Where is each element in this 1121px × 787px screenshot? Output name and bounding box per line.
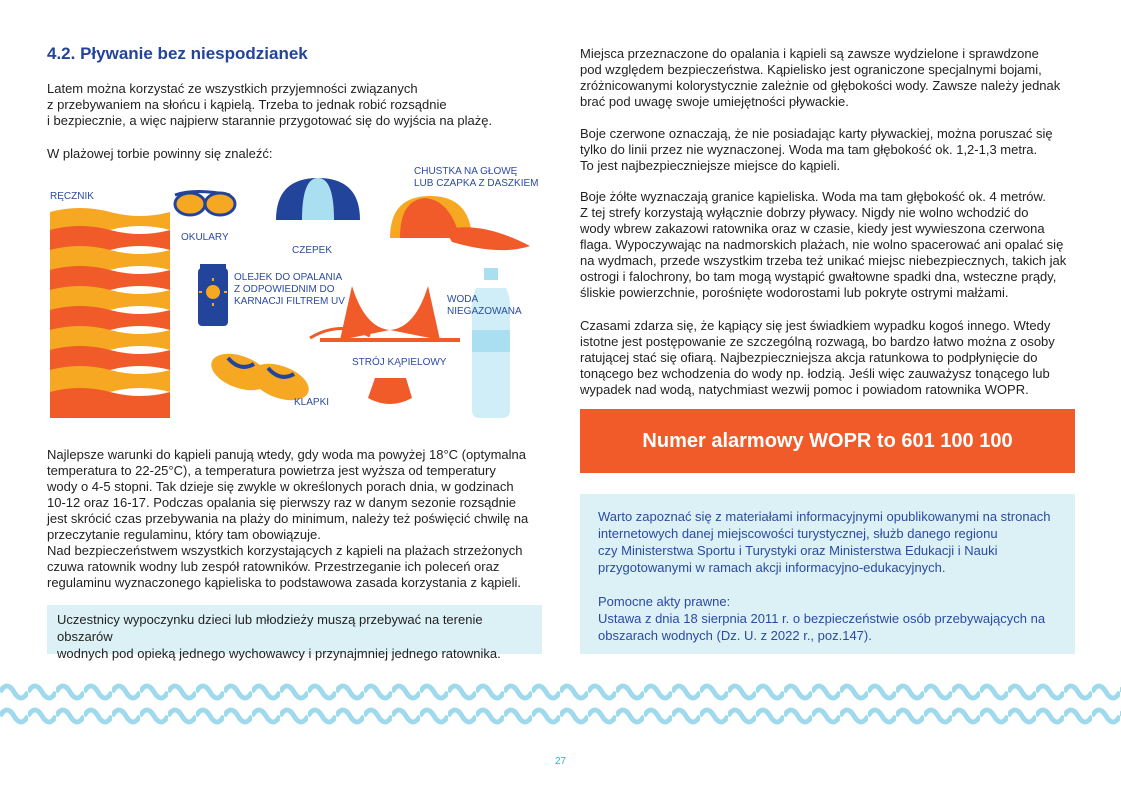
water-bottle-icon <box>472 268 511 418</box>
bag-intro: W plażowej torbie powinny się znaleźć: <box>47 146 273 161</box>
right-paragraph-1: Miejsca przeznaczone do opalania i kąpieli są zawsze wydzielone i sprawdzone pod względem bezpieczeństwa. Kąpielisko jest ograniczone specjalnymi bojami, zróżnicowanymi kolorystycznie zależnie od głębokości wody. Zawsze należy jednak brać pod uwagę swoje umiejętności pływackie. <box>580 46 1061 109</box>
label-water: WODA NIEGAZOWANA <box>447 294 522 317</box>
sunscreen-icon <box>198 264 228 326</box>
legal-acts-text: Ustawa z dnia 18 sierpnia 2011 r. o bezpieczeństwie osób przebywających na obszarach wodnych (Dz. U. z 2022 r., poz.147). <box>598 611 1046 643</box>
conditions-paragraph: Najlepsze warunki do kąpieli panują wtedy, gdy woda ma powyżej 18°C (optymalna temperatura to 22-25°C), a temperatura powietrza jest wyższa od temperatury wody o 4-5 stopni. Tak dzieje się zwykle w określonych porach dnia, w godzinach 10-12 oraz 16-17. Podczas opalania się pierwszy raz w danym sezonie rozsądnie jest skrócić czas przebywania na plaży do minimum, należy też poświęcić chwilę na przeczytanie regulaminu, który tam obowiązuje. Nad bezpieczeństwem wszystkich korzystających z kąpieli na plażach strzeżonych czuwa ratownik wodny lub zespół ratowników. Przestrzeganie ich poleceń oraz regulaminu wyznaczonego kąpieliska to podstawowa zasada korzystania z kąpieli. <box>47 447 529 590</box>
right-paragraph-3: Boje żółte wyznaczają granice kąpieliska. Woda ma tam głębokość ok. 4 metrów. Z tej strefy korzystają wyłącznie dobrzy pływacy. Nigdy nie wolno wchodzić do wody wbrew zakazowi ratownika oraz w czasie, kiedy jest wywieszona czerwona flaga. Wypoczywając na nadmorskich plażach, nie wolno spacerować ani opalać się na wydmach, przede wszystkim trzeba też unikać miejsc niebezpiecznych, takich jak ostrogi i falochrony, bo tam mogą wystąpić gwałtowne spadki dna, wsteczne prądy, śliskie powierzchnie, porośnięte wodorostami lub pokryte ostrymi małżami. <box>580 189 1067 300</box>
label-sunscreen: OLEJEK DO OPALANIA Z ODPOWIEDNIM DO KARNACJI FILTREM UV <box>234 272 345 307</box>
right-paragraph-2: Boje czerwone oznaczają, że nie posiadając karty pływackiej, można poruszać się tylko do linii przez nie wyznaczonej. Woda ma tam głębokość ok. 1,2-1,3 metra. To jest najbezpieczniejsze miejsce do kąpieli. <box>580 126 1053 173</box>
legal-acts-title: Pomocne akty prawne: <box>598 594 731 609</box>
towel-icon <box>50 208 170 418</box>
label-flipflops: KLAPKI <box>294 397 330 408</box>
page-number: 27 <box>554 756 567 767</box>
label-hat: CHUSTKA NA GŁOWĘ LUB CZAPKA Z DASZKIEM <box>414 166 539 189</box>
label-swimsuit: STRÓJ KĄPIELOWY <box>352 357 447 368</box>
alarm-number-banner: Numer alarmowy WOPR to 601 100 100 <box>580 409 1075 473</box>
section-heading: 4.2. Pływanie bez niespodzianek <box>47 44 308 63</box>
info-box <box>580 494 1075 654</box>
right-paragraph-4: Czasami zdarza się, że kąpiący się jest świadkiem wypadku kogoś innego. Wtedy istotne jest postępowanie ze szczególną rozwagą, bo bardzo łatwo można z osoby ratującej stać się ofiarą. Najbezpieczniejsza akcja ratunkowa to podpłynięcie do tonącego bez wchodzenia do wody np. łodzią. Jeśli więc zauważysz tonącego lub wypadek nad wodą, natychmiast wezwij pomoc i powiadom ratownika WOPR. <box>580 318 1055 397</box>
swim-cap-icon <box>276 178 360 220</box>
label-sunglasses: OKULARY <box>181 232 229 243</box>
sunglasses-icon <box>175 192 235 216</box>
label-cap: CZEPEK <box>292 245 333 256</box>
info-paragraph: Warto zapoznać się z materiałami informacyjnymi opublikowanymi na stronach internetowych danej miejscowości turystycznej, służb danego regionu czy Ministerstwa Sportu i Turystyki oraz Ministerstwa Edukacji i Nauki przygotowanymi w ramach akcji informacyjno-edukacyjnych. <box>598 509 1051 575</box>
label-towel: RĘCZNIK <box>50 191 94 202</box>
baseball-cap-icon <box>390 196 530 250</box>
supervision-note: Uczestnicy wypoczynku dzieci lub młodzieży muszą przebywać na terenie obszarów wodnych pod opieką jednego wychowawcy i przynajmniej jednego ratownika. <box>47 605 542 654</box>
wave-decoration <box>0 680 1121 740</box>
intro-paragraph: Latem można korzystać ze wszystkich przyjemności związanych z przebywaniem na słońcu i kąpielą. Trzeba to jednak robić rozsądnie i bezpiecznie, a więc najpierw starannie przygotować się do wyjścia na plażę. <box>47 81 493 128</box>
